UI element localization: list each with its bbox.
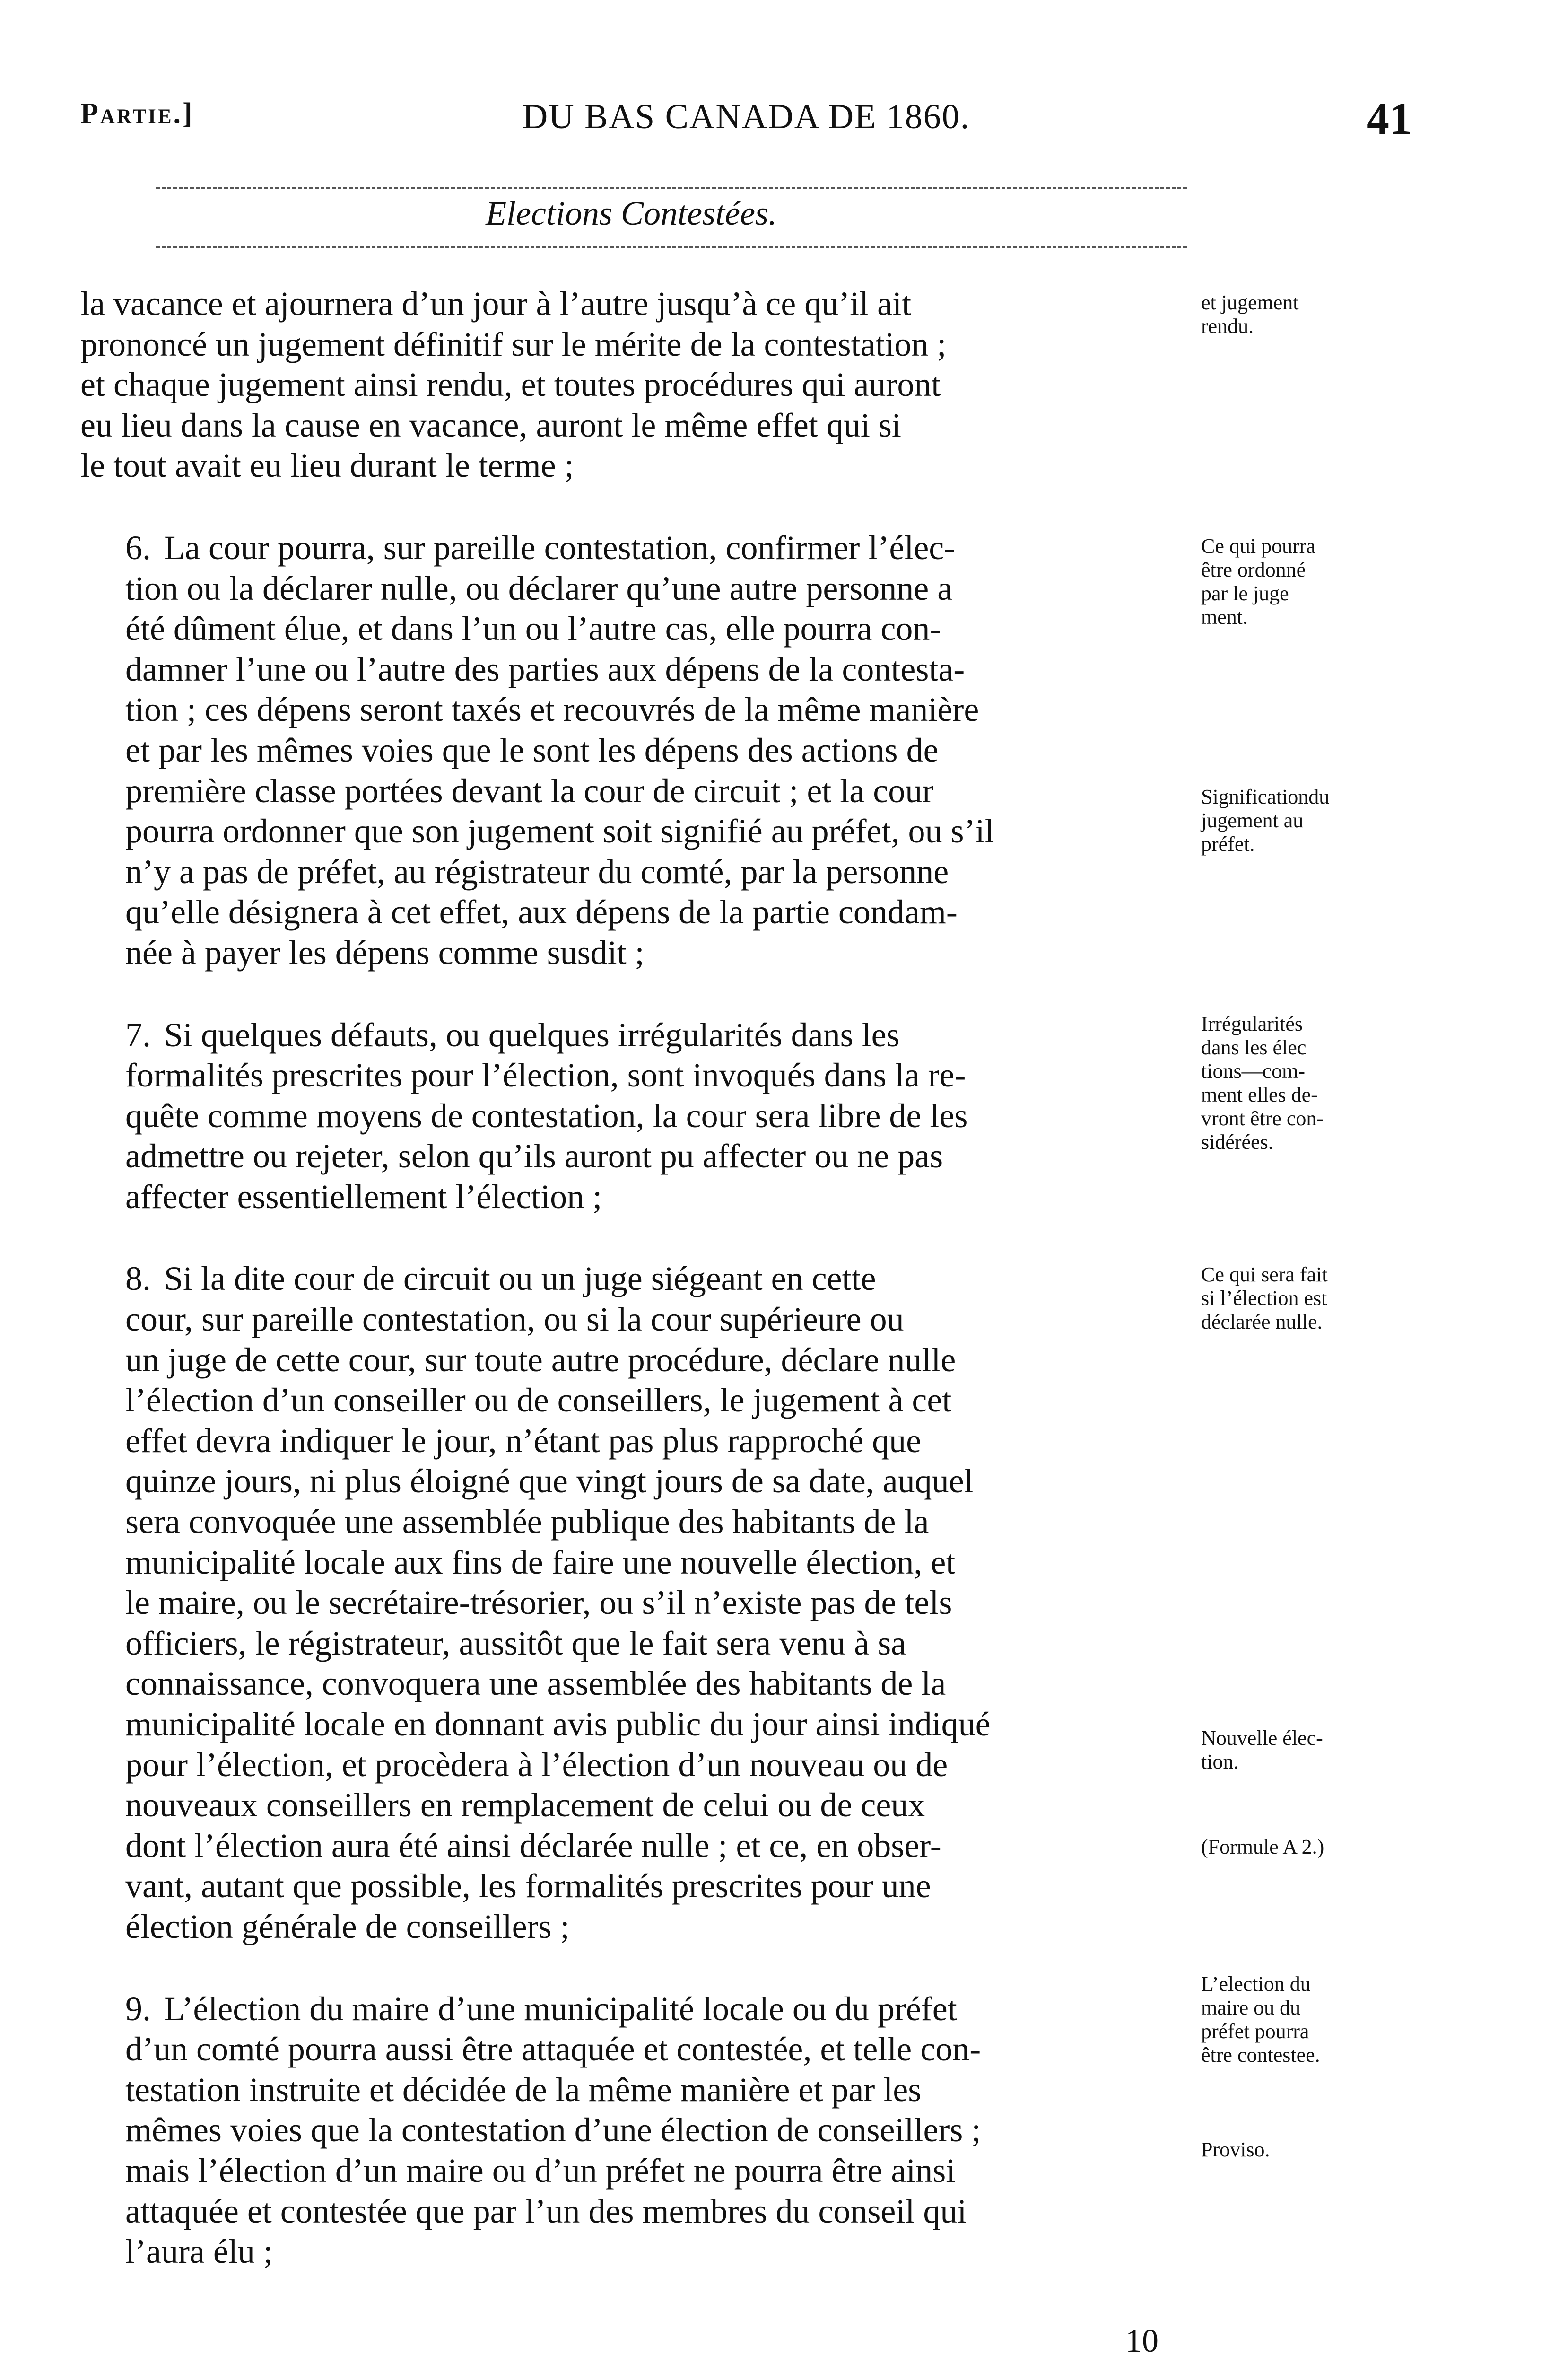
margin-note-line: maire ou du	[1201, 1996, 1301, 2019]
text-line: sera convoquée une assemblée publique des habitants de la	[125, 1503, 929, 1541]
text-line: formalités prescrites pour l’élection, sont invoqués dans la re-	[125, 1056, 966, 1095]
margin-note-ordonne	[1201, 534, 1419, 629]
bottom-rule	[156, 246, 1187, 248]
body-text	[80, 284, 1187, 2272]
margin-note-nulle	[1201, 1263, 1419, 1334]
margin-note-irregularites	[1201, 1012, 1419, 1154]
text-line: qu’elle désignera à cet effet, aux dépens de la partie condam-	[125, 893, 958, 931]
margin-note-line: ment elles de-	[1201, 1083, 1318, 1106]
margin-note-line: Significationdu	[1201, 785, 1330, 808]
margin-note-line: Ce qui sera fait	[1201, 1263, 1328, 1286]
text-fragment: Si quelques défauts, ou quelques irrégularités dans les	[164, 1016, 900, 1054]
paragraph-7	[80, 1015, 1187, 1218]
section-number: 6.	[125, 528, 151, 567]
text-line: damner l’une ou l’autre des parties aux dépens de la contesta-	[125, 650, 965, 688]
text-line: mais l’élection d’un maire ou d’un préfet ne pourra être ainsi	[125, 2151, 956, 2190]
margin-note-line: Nouvelle élec-	[1201, 1726, 1323, 1750]
text-line: mêmes voies que la contestation d’une élection de conseillers ;	[125, 2111, 981, 2149]
text-line: pourra ordonner que son jugement soit signifié au préfet, ou s’il	[125, 812, 994, 850]
text-line: tion ou la déclarer nulle, ou déclarer qu’une autre personne a	[125, 569, 953, 607]
margin-note-line: (Formule A 2.)	[1201, 1835, 1324, 1858]
margin-note-line: si l’élection est	[1201, 1287, 1327, 1310]
text-line	[80, 1015, 1187, 1056]
text-line: pour l’élection, et procèdera à l’élection d’un nouveau ou de	[125, 1745, 948, 1784]
text-line: connaissance, convoquera une assemblée des habitants de la	[125, 1664, 946, 1703]
text-line: la vacance et ajournera d’un jour à l’autre jusqu’à ce qu’il ait	[80, 285, 912, 323]
margin-note-line: L’election du	[1201, 1972, 1311, 1996]
text-line: et chaque jugement ainsi rendu, et toutes procédures qui auront	[80, 366, 941, 404]
text-line: municipalité locale aux fins de faire une nouvelle élection, et	[125, 1543, 956, 1581]
margin-note-signification	[1201, 785, 1419, 856]
text-line: et par les mêmes voies que le sont les dépens des actions de	[125, 731, 939, 769]
margin-note-line: vront être con-	[1201, 1107, 1324, 1130]
text-line: l’élection d’un conseiller ou de conseillers, le jugement à cet	[125, 1381, 952, 1419]
text-line: admettre ou rejeter, selon qu’ils auront pu affecter ou ne pas	[125, 1137, 943, 1175]
text-line: née à payer les dépens comme susdit ;	[125, 933, 645, 972]
text-line: affecter essentiellement l’élection ;	[125, 1177, 602, 1216]
text-line: n’y a pas de préfet, au régistrateur du comté, par la personne	[125, 852, 949, 891]
text-line	[80, 1989, 1187, 2030]
margin-note-line: ment.	[1201, 605, 1248, 629]
text-line: cour, sur pareille contestation, ou si la cour supérieure ou	[125, 1300, 904, 1339]
text-fragment: La cour pourra, sur pareille contestation, confirmer l’élec-	[164, 528, 956, 567]
margin-note-line: tions—com-	[1201, 1060, 1305, 1083]
text-line: quinze jours, ni plus éloigné que vingt jours de sa date, auquel	[125, 1462, 974, 1500]
margin-note-line: Irrégularités	[1201, 1012, 1303, 1035]
margin-note-line: rendu.	[1201, 315, 1254, 338]
text-line: le tout avait eu lieu durant le terme ;	[80, 447, 574, 485]
text-line: tion ; ces dépens seront taxés et recouvrés de la même manière	[125, 691, 979, 729]
text-line: municipalité locale en donnant avis public du jour ainsi indiqué	[125, 1705, 991, 1743]
text-line: première classe portées devant la cour de circuit ; et la cour	[125, 771, 934, 810]
margin-note-line: Ce qui pourra	[1201, 534, 1315, 558]
text-line: quête comme moyens de contestation, la cour sera libre de les	[125, 1096, 968, 1135]
section-number: 8.	[125, 1260, 151, 1298]
section-title: Elections Contestées.	[486, 194, 777, 232]
margin-note-line: jugement au	[1201, 809, 1304, 832]
margin-note-proviso	[1201, 2138, 1419, 2162]
margin-note-line: tion.	[1201, 1750, 1239, 1773]
text-line: un juge de cette cour, sur toute autre procédure, déclare nulle	[125, 1340, 956, 1379]
margin-note-line: être contestee.	[1201, 2043, 1320, 2067]
text-line: été dûment élue, et dans l’un ou l’autre cas, elle pourra con-	[125, 610, 941, 648]
text-line: dont l’élection aura été ainsi déclarée nulle ; et ce, en obser-	[125, 1826, 941, 1865]
text-line: testation instruite et décidée de la même manière et par les	[125, 2070, 922, 2109]
margin-note-line: Proviso.	[1201, 2138, 1270, 2161]
part-label: Partie.]	[80, 97, 194, 130]
margin-note-election-maire	[1201, 1972, 1419, 2067]
section-number: 9.	[125, 1989, 151, 2028]
text-line: élection générale de conseillers ;	[125, 1907, 570, 1945]
margin-note-line: déclarée nulle.	[1201, 1310, 1323, 1333]
margin-note-line: dans les élec	[1201, 1036, 1307, 1059]
text-line: prononcé un jugement définitif sur le mérite de la contestation ;	[80, 325, 947, 363]
margin-note-nouvelle-election	[1201, 1726, 1419, 1774]
text-line: nouveaux conseillers en remplacement de celui ou de ceux	[125, 1786, 925, 1824]
page-header	[80, 93, 1412, 154]
paragraph-8	[80, 1259, 1187, 1947]
text-fragment: Si la dite cour de circuit ou un juge siégeant en cette	[164, 1260, 876, 1298]
margin-note-line: sidérées.	[1201, 1130, 1273, 1154]
text-line: effet devra indiquer le jour, n’étant pas plus rapproché que	[125, 1421, 922, 1460]
running-title: DU BAS CANADA DE 1860.	[522, 97, 970, 136]
text-fragment: L’élection du maire d’une municipalité locale ou du préfet	[164, 1989, 957, 2028]
text-line: attaquée et contestée que par l’un des membres du conseil qui	[125, 2192, 967, 2230]
text-line: eu lieu dans la cause en vacance, auront le même effet qui si	[80, 406, 901, 444]
signature-mark: 10	[1125, 2323, 1159, 2359]
margin-note-jugement	[1201, 291, 1419, 338]
margin-note-line: et jugement	[1201, 291, 1299, 314]
paragraph-6	[80, 528, 1187, 973]
margin-note-line: être ordonné	[1201, 558, 1306, 581]
page-number: 41	[1367, 93, 1412, 144]
top-rule	[156, 187, 1187, 189]
margin-note-formule	[1201, 1835, 1419, 1859]
paragraph-9	[80, 1989, 1187, 2272]
text-line	[80, 1259, 1187, 1299]
text-line: le maire, ou le secrétaire-trésorier, ou s’il n’existe pas de tels	[125, 1584, 952, 1622]
margin-note-line: préfet pourra	[1201, 2020, 1309, 2043]
text-line: l’aura élu ;	[125, 2233, 273, 2271]
section-number: 7.	[125, 1016, 151, 1054]
text-line: vant, autant que possible, les formalités prescrites pour une	[125, 1867, 931, 1905]
text-line	[80, 528, 1187, 569]
margin-note-line: préfet.	[1201, 832, 1255, 856]
paragraph-continued	[80, 284, 1187, 486]
text-line: d’un comté pourra aussi être attaquée et contestée, et telle con-	[125, 2030, 981, 2068]
margin-note-line: par le juge	[1201, 582, 1289, 605]
text-line: officiers, le régistrateur, aussitôt que le fait sera venu à sa	[125, 1624, 906, 1662]
